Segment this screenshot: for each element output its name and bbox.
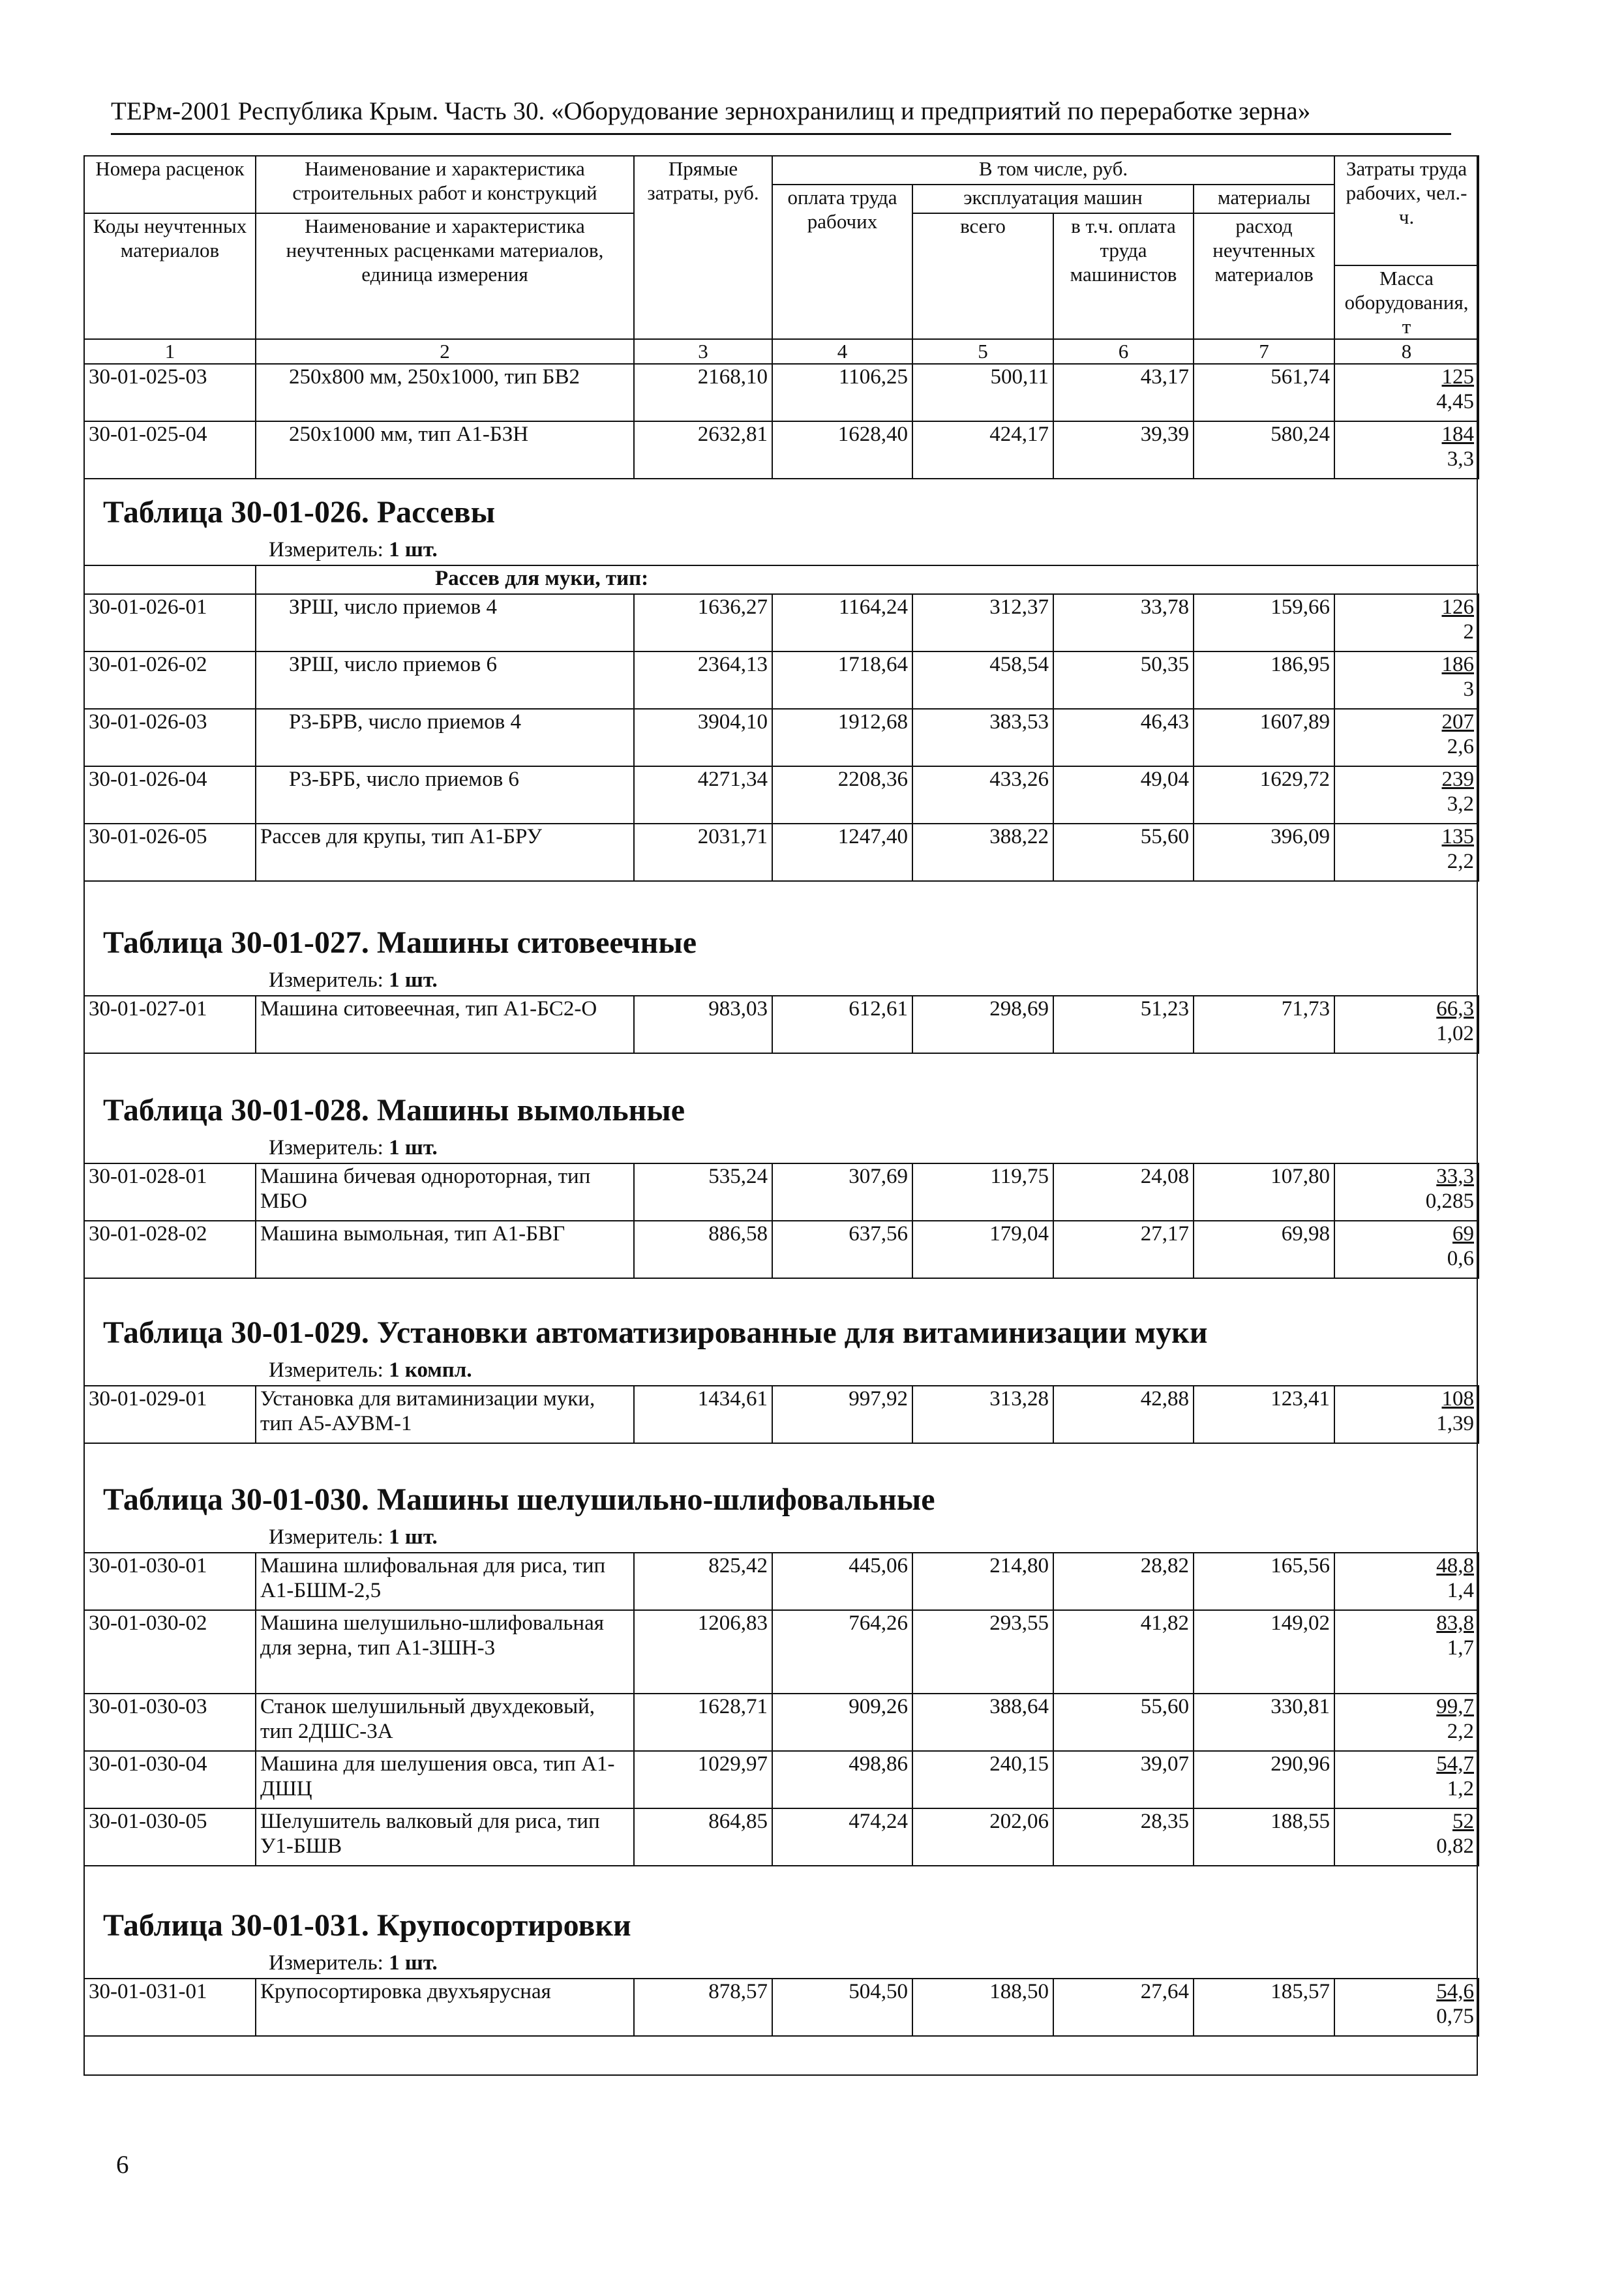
- row-machinists: 27,64: [1053, 1979, 1194, 2036]
- table-row: [84, 1221, 1479, 1278]
- row-labor: 445,06: [772, 1553, 912, 1610]
- row-name: Шелушитель валковый для риса, тип У1-БШВ: [256, 1808, 634, 1866]
- col-number: 1: [84, 339, 256, 364]
- row-name: Машина бичевая однороторная, тип МБО: [256, 1163, 634, 1221]
- row-materials: 186,95: [1194, 651, 1334, 709]
- row-direct: 2632,81: [634, 421, 772, 479]
- row-name: Станок шелушильный двухдековый, тип 2ДШС-3А: [256, 1694, 634, 1751]
- meter-value: 1 компл.: [389, 1358, 472, 1382]
- col-number: 4: [772, 339, 912, 364]
- row-labor-mass: [1334, 824, 1479, 881]
- row-labor-hours: 239: [1441, 768, 1474, 791]
- row-labor: 1912,68: [772, 709, 912, 766]
- meter-label: Измеритель:: [269, 538, 383, 561]
- row-code: 30-01-028-01: [84, 1163, 256, 1221]
- row-labor-mass: [1334, 1221, 1479, 1278]
- section-table: [83, 1978, 1479, 2037]
- meter-value: 1 шт.: [389, 538, 438, 561]
- table-row: [84, 594, 1479, 651]
- meter-value: 1 шт.: [389, 1136, 438, 1159]
- head-machines-total: всего: [912, 213, 1053, 339]
- row-labor-hours: 54,6: [1436, 1980, 1474, 2003]
- row-materials: 561,74: [1194, 364, 1334, 421]
- table-row: [84, 1163, 1479, 1221]
- table-row: [84, 1751, 1479, 1808]
- row-machines: 433,26: [912, 766, 1053, 824]
- section-title: Таблица 30-01-031. Крупосортировки: [103, 1908, 631, 1943]
- row-machinists: 28,35: [1053, 1808, 1194, 1866]
- row-labor-mass: [1334, 709, 1479, 766]
- meter-label: Измеритель:: [269, 1951, 383, 1975]
- row-mass: 2,2: [1447, 1720, 1474, 1743]
- table-row: [84, 824, 1479, 881]
- row-direct: 878,57: [634, 1979, 772, 2036]
- row-labor-mass: [1334, 1979, 1479, 2036]
- head-unaccounted-materials: расход неучтенных материалов: [1194, 213, 1334, 339]
- row-direct: 535,24: [634, 1163, 772, 1221]
- row-code: 30-01-030-04: [84, 1751, 256, 1808]
- row-mass: 2: [1463, 620, 1474, 644]
- row-labor: 764,26: [772, 1610, 912, 1694]
- row-code: 30-01-026-01: [84, 594, 256, 651]
- row-name: 250х800 мм, 250х1000, тип БВ2: [256, 364, 634, 421]
- row-labor-hours: 99,7: [1436, 1695, 1474, 1718]
- row-labor-hours: 135: [1441, 825, 1474, 848]
- row-direct: 2168,10: [634, 364, 772, 421]
- row-name: Машина ситовеечная, тип А1-БС2-О: [256, 996, 634, 1053]
- row-labor-hours: 184: [1441, 423, 1475, 446]
- row-labor-mass: [1334, 1694, 1479, 1751]
- table-row: [84, 651, 1479, 709]
- row-machines: 313,28: [912, 1386, 1053, 1443]
- col-number: 3: [634, 339, 772, 364]
- row-machinists: 43,17: [1053, 364, 1194, 421]
- row-code: 30-01-026-04: [84, 766, 256, 824]
- row-labor: 474,24: [772, 1808, 912, 1866]
- row-name: Машина вымольная, тип А1-БВГ: [256, 1221, 634, 1278]
- row-labor-mass: [1334, 1610, 1479, 1694]
- row-labor-hours: 66,3: [1436, 997, 1474, 1021]
- head-c2-top: Наименование и характеристика строительных работ и конструкций: [256, 156, 634, 213]
- row-mass: 1,7: [1447, 1636, 1474, 1660]
- section-title: Таблица 30-01-026. Рассевы: [103, 495, 496, 530]
- row-labor-mass: [1334, 364, 1479, 421]
- row-machines: 240,15: [912, 1751, 1053, 1808]
- head-machinists-pay: в т.ч. оплата труда машинистов: [1053, 213, 1194, 339]
- row-mass: 2,2: [1447, 850, 1474, 873]
- meter-value: 1 шт.: [389, 968, 438, 992]
- section-title: Таблица 30-01-029. Установки автоматизированные для витаминизации муки: [103, 1315, 1208, 1350]
- row-labor: 1718,64: [772, 651, 912, 709]
- table-row: [84, 766, 1479, 824]
- head-including: В том числе, руб.: [772, 156, 1334, 185]
- table-row: [84, 364, 1479, 421]
- row-machinists: 41,82: [1053, 1610, 1194, 1694]
- row-labor-mass: [1334, 1751, 1479, 1808]
- row-mass: 3,2: [1447, 792, 1474, 816]
- row-machines: 388,64: [912, 1694, 1053, 1751]
- row-direct: 1434,61: [634, 1386, 772, 1443]
- row-labor: 1106,25: [772, 364, 912, 421]
- row-labor-hours: 207: [1441, 710, 1474, 734]
- price-table-head: [83, 155, 1479, 479]
- section-table: [83, 1552, 1479, 1866]
- row-machines: 293,55: [912, 1610, 1053, 1694]
- head-labor-hours: Затраты труда рабочих, чел.-ч.: [1334, 156, 1479, 265]
- head-mass: Масса оборудования, т: [1334, 265, 1479, 339]
- row-name: Установка для витаминизации муки, тип А5-АУВМ-1: [256, 1386, 634, 1443]
- row-mass: 1,02: [1436, 1022, 1474, 1045]
- table-row: [84, 1694, 1479, 1751]
- row-code: 30-01-026-05: [84, 824, 256, 881]
- row-labor-hours: 186: [1441, 653, 1474, 676]
- group-label: Рассев для муки, тип:: [256, 565, 1479, 594]
- table-row: [84, 421, 1479, 479]
- row-machinists: 50,35: [1053, 651, 1194, 709]
- row-code: 30-01-031-01: [84, 1979, 256, 2036]
- table-row: [84, 709, 1479, 766]
- table-row: [84, 1553, 1479, 1610]
- row-mass: 0,82: [1436, 1834, 1474, 1858]
- row-machines: 202,06: [912, 1808, 1053, 1866]
- col-number: 5: [912, 339, 1053, 364]
- row-mass: 1,2: [1447, 1777, 1474, 1801]
- row-materials: 159,66: [1194, 594, 1334, 651]
- row-machinists: 42,88: [1053, 1386, 1194, 1443]
- head-c2-bottom: Наименование и характеристика неучтенных расценками материалов, единица измерения: [256, 213, 634, 339]
- meter-label: Измеритель:: [269, 1525, 383, 1549]
- col-number: 8: [1334, 339, 1479, 364]
- row-machines: 312,37: [912, 594, 1053, 651]
- row-machinists: 49,04: [1053, 766, 1194, 824]
- meter-value: 1 шт.: [389, 1951, 438, 1975]
- row-labor-hours: 83,8: [1436, 1611, 1474, 1635]
- row-machines: 458,54: [912, 651, 1053, 709]
- row-labor: 2208,36: [772, 766, 912, 824]
- section-table: [83, 1385, 1479, 1444]
- head-c1-bottom: Коды неучтенных материалов: [84, 213, 256, 339]
- row-direct: 1628,71: [634, 1694, 772, 1751]
- meter-label: Измеритель:: [269, 968, 383, 992]
- row-machinists: 27,17: [1053, 1221, 1194, 1278]
- row-labor: 637,56: [772, 1221, 912, 1278]
- row-labor-mass: [1334, 1386, 1479, 1443]
- row-labor-mass: [1334, 651, 1479, 709]
- table-row: [84, 1979, 1479, 2036]
- col-number: 6: [1053, 339, 1194, 364]
- row-code: 30-01-025-04: [84, 421, 256, 479]
- row-machinists: 55,60: [1053, 824, 1194, 881]
- row-labor-mass: [1334, 996, 1479, 1053]
- row-name: Р3-БРБ, число приемов 6: [256, 766, 634, 824]
- row-labor-hours: 69: [1452, 1222, 1474, 1246]
- head-machines: эксплуатация машин: [912, 185, 1194, 213]
- head-c1-top: Номера расценок: [84, 156, 256, 213]
- row-direct: 1636,27: [634, 594, 772, 651]
- col-number: 7: [1194, 339, 1334, 364]
- section-title: Таблица 30-01-027. Машины ситовеечные: [103, 925, 697, 960]
- row-labor: 909,26: [772, 1694, 912, 1751]
- section-table: [83, 1163, 1479, 1279]
- row-code: 30-01-030-02: [84, 1610, 256, 1694]
- head-direct: Прямые затраты, руб.: [634, 156, 772, 339]
- row-materials: 1607,89: [1194, 709, 1334, 766]
- section-meter: [269, 1135, 438, 1161]
- row-materials: 123,41: [1194, 1386, 1334, 1443]
- row-machines: 388,22: [912, 824, 1053, 881]
- page-number: 6: [116, 2151, 129, 2179]
- head-labor-pay: оплата труда рабочих: [772, 185, 912, 339]
- head-materials: материалы: [1194, 185, 1334, 213]
- section-meter: [269, 1357, 472, 1383]
- row-labor: 504,50: [772, 1979, 912, 2036]
- row-machinists: 51,23: [1053, 996, 1194, 1053]
- section-table: [83, 995, 1479, 1054]
- row-direct: 2031,71: [634, 824, 772, 881]
- row-labor-hours: 52: [1452, 1810, 1474, 1833]
- row-code: 30-01-027-01: [84, 996, 256, 1053]
- table-row: [84, 1610, 1479, 1694]
- row-code: 30-01-029-01: [84, 1386, 256, 1443]
- row-machinists: 24,08: [1053, 1163, 1194, 1221]
- row-labor: 612,61: [772, 996, 912, 1053]
- row-materials: 290,96: [1194, 1751, 1334, 1808]
- table-row: [84, 1808, 1479, 1866]
- section-title: Таблица 30-01-030. Машины шелушильно-шлифовальные: [103, 1482, 935, 1517]
- row-direct: 3904,10: [634, 709, 772, 766]
- row-labor: 1164,24: [772, 594, 912, 651]
- header-rule: [111, 133, 1451, 135]
- row-materials: 396,09: [1194, 824, 1334, 881]
- row-machines: 383,53: [912, 709, 1053, 766]
- section-meter: [269, 1950, 438, 1976]
- section-meter: [269, 967, 438, 993]
- row-labor: 1247,40: [772, 824, 912, 881]
- row-mass: 4,45: [1436, 390, 1475, 413]
- row-machinists: 39,39: [1053, 421, 1194, 479]
- row-code: 30-01-026-02: [84, 651, 256, 709]
- row-machines: 298,69: [912, 996, 1053, 1053]
- row-labor-mass: [1334, 1808, 1479, 1866]
- row-labor: 498,86: [772, 1751, 912, 1808]
- row-labor-hours: 125: [1441, 365, 1475, 389]
- row-code: 30-01-026-03: [84, 709, 256, 766]
- row-code: 30-01-028-02: [84, 1221, 256, 1278]
- row-direct: 1029,97: [634, 1751, 772, 1808]
- row-mass: 3,3: [1447, 447, 1475, 471]
- row-labor-mass: [1334, 1163, 1479, 1221]
- row-direct: 886,58: [634, 1221, 772, 1278]
- row-materials: 580,24: [1194, 421, 1334, 479]
- row-name: 250х1000 мм, тип А1-БЗН: [256, 421, 634, 479]
- meter-value: 1 шт.: [389, 1525, 438, 1549]
- row-machines: 119,75: [912, 1163, 1053, 1221]
- row-labor: 307,69: [772, 1163, 912, 1221]
- row-materials: 330,81: [1194, 1694, 1334, 1751]
- row-name: Р3-БРВ, число приемов 4: [256, 709, 634, 766]
- row-direct: 4271,34: [634, 766, 772, 824]
- row-labor: 1628,40: [772, 421, 912, 479]
- row-direct: 864,85: [634, 1808, 772, 1866]
- row-machinists: 28,82: [1053, 1553, 1194, 1610]
- section-meter: [269, 537, 438, 563]
- row-materials: 1629,72: [1194, 766, 1334, 824]
- row-code: 30-01-030-05: [84, 1808, 256, 1866]
- section-table: [83, 565, 1479, 882]
- row-materials: 165,56: [1194, 1553, 1334, 1610]
- row-direct: 983,03: [634, 996, 772, 1053]
- table-row: [84, 1386, 1479, 1443]
- row-mass: 0,75: [1436, 2005, 1474, 2028]
- row-labor-mass: [1334, 594, 1479, 651]
- row-machines: 188,50: [912, 1979, 1053, 2036]
- row-machines: 424,17: [912, 421, 1053, 479]
- row-machinists: 46,43: [1053, 709, 1194, 766]
- meter-label: Измеритель:: [269, 1358, 383, 1382]
- row-materials: 149,02: [1194, 1610, 1334, 1694]
- row-materials: 69,98: [1194, 1221, 1334, 1278]
- row-mass: 1,4: [1447, 1579, 1474, 1602]
- meter-label: Измеритель:: [269, 1136, 383, 1159]
- row-materials: 107,80: [1194, 1163, 1334, 1221]
- row-labor: 997,92: [772, 1386, 912, 1443]
- row-direct: 825,42: [634, 1553, 772, 1610]
- row-name: Машина шлифовальная для риса, тип А1-БШМ-2,5: [256, 1553, 634, 1610]
- section-title: Таблица 30-01-028. Машины вымольные: [103, 1093, 685, 1128]
- row-name: Машина для шелушения овса, тип А1-ДШЦ: [256, 1751, 634, 1808]
- row-labor-mass: [1334, 1553, 1479, 1610]
- row-machines: 214,80: [912, 1553, 1053, 1610]
- row-materials: 185,57: [1194, 1979, 1334, 2036]
- row-direct: 1206,83: [634, 1610, 772, 1694]
- row-mass: 1,39: [1436, 1412, 1474, 1435]
- section-meter: [269, 1524, 438, 1550]
- row-code: 30-01-030-03: [84, 1694, 256, 1751]
- table-row: [84, 996, 1479, 1053]
- row-name: Крупосортировка двухъярусная: [256, 1979, 634, 2036]
- row-machines: 179,04: [912, 1221, 1053, 1278]
- row-name: Машина шелушильно-шлифовальная для зерна, тип А1-ЗШН-3: [256, 1610, 634, 1694]
- row-machinists: 33,78: [1053, 594, 1194, 651]
- row-labor-hours: 126: [1441, 595, 1474, 619]
- row-mass: 0,6: [1447, 1247, 1474, 1270]
- row-machines: 500,11: [912, 364, 1053, 421]
- row-materials: 188,55: [1194, 1808, 1334, 1866]
- row-name: ЗРШ, число приемов 6: [256, 651, 634, 709]
- page-header-title: ТЕРм-2001 Республика Крым. Часть 30. «Оборудование зернохранилищ и предприятий по переработке зерна»: [111, 97, 1311, 125]
- row-code: 30-01-030-01: [84, 1553, 256, 1610]
- row-machinists: 55,60: [1053, 1694, 1194, 1751]
- row-mass: 0,285: [1425, 1189, 1474, 1213]
- row-labor-mass: [1334, 421, 1479, 479]
- row-mass: 2,6: [1447, 735, 1474, 758]
- row-labor-hours: 54,7: [1436, 1752, 1474, 1776]
- col-number: 2: [256, 339, 634, 364]
- row-labor-hours: 48,8: [1436, 1554, 1474, 1578]
- row-machinists: 39,07: [1053, 1751, 1194, 1808]
- row-code: 30-01-025-03: [84, 364, 256, 421]
- row-labor-hours: 33,3: [1436, 1165, 1474, 1188]
- row-name: Рассев для крупы, тип А1-БРУ: [256, 824, 634, 881]
- row-materials: 71,73: [1194, 996, 1334, 1053]
- row-labor-hours: 108: [1441, 1387, 1474, 1411]
- row-direct: 2364,13: [634, 651, 772, 709]
- row-mass: 3: [1463, 678, 1474, 701]
- row-name: ЗРШ, число приемов 4: [256, 594, 634, 651]
- row-labor-mass: [1334, 766, 1479, 824]
